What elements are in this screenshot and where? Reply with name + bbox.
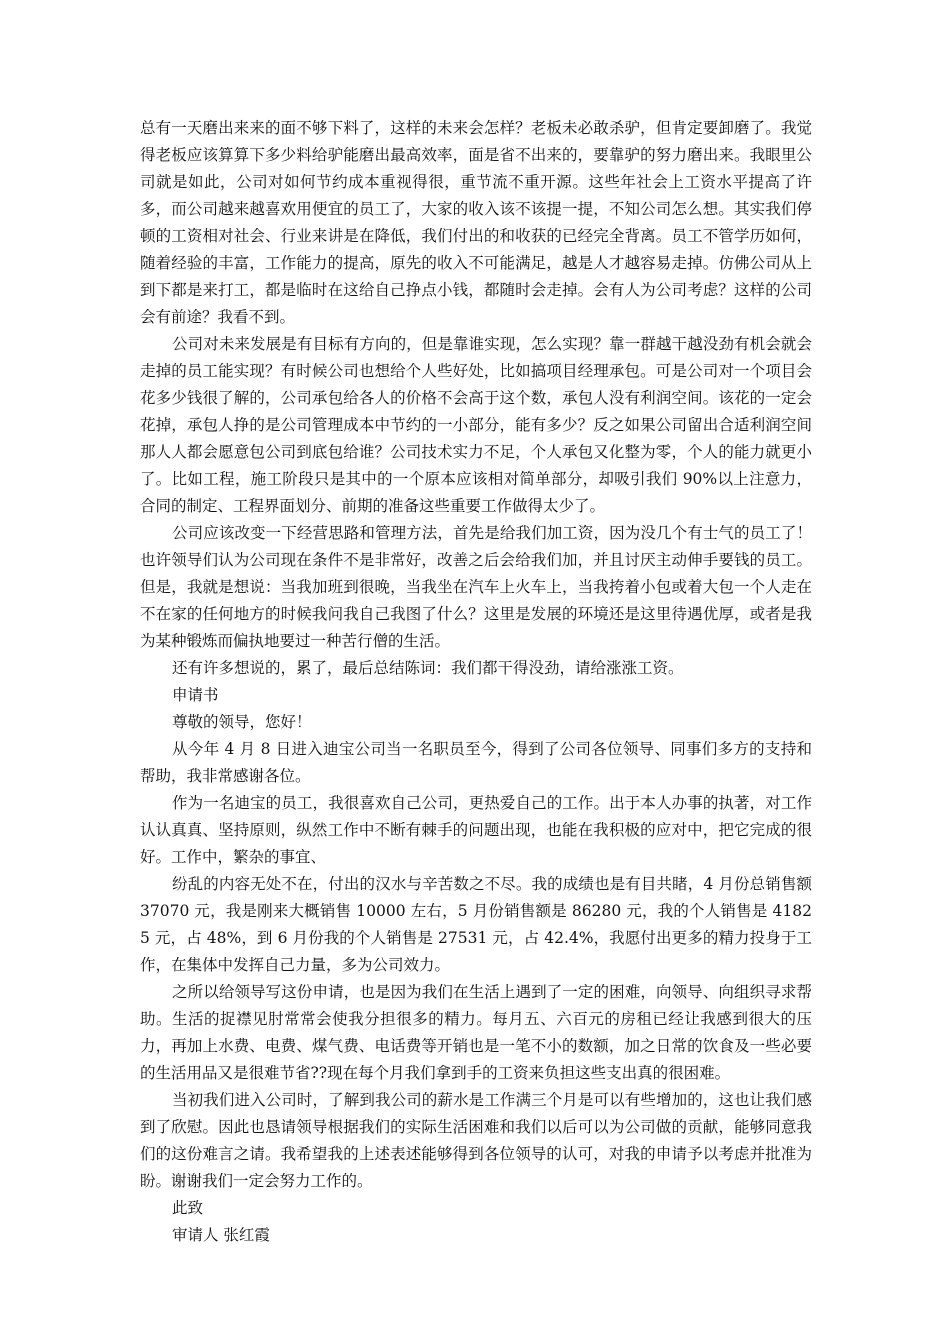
paragraph-7: 从今年 4 月 8 日进入迪宝公司当一名职员至今，得到了公司各位领导、同事们多方的支持和帮助，我非常感谢各位。 xyxy=(140,740,812,785)
paragraph-11: 当初我们进入公司时，了解到我公司的薪水是工作满三个月是可以有些增加的，这也让我们感到了欣慰。因此也恳请领导根据我们的实际生活困难和我们以后可以为公司做的贡献，能够同意我们的这份难言之请。我希望我的上述表述能够得到各位领导的认可，对我的申请予以考虑并批准为盼。谢谢我们一定会努力工作的。 xyxy=(140,1091,812,1190)
paragraph-9: 纷乱的内容无处不在，付出的汉水与辛苦数之不尽。我的成绩也是有目共睹，4 月份总销售额 37070 元，我是刚来大概销售 10000 左右，5 月份销售额是 86280 元，我的个人销售是 41825 元，占 48%，到 6 月份我的个人销售是 27531 元，占 42.4%，我愿付出更多的精力投身于工作，在集体中发挥自己力量，多为公司效力。 xyxy=(140,875,812,974)
paragraph-10: 之所以给领导写这份申请，也是因为我们在生活上遇到了一定的困难，向领导、向组织寻求帮助。生活的捉襟见肘常常会使我分担很多的精力。每月五、六百元的房租已经让我感到很大的压力，再加上水费、电费、煤气费、电话费等开销也是一笔不小的数额，加之日常的饮食及一些必要的生活用品又是很难节省??现在每个月我们拿到手的工资来负担这些支出真的很困难。 xyxy=(140,983,812,1082)
closing: 此致 xyxy=(172,1199,204,1217)
salutation: 尊敬的领导，您好！ xyxy=(172,713,312,731)
paragraph-8: 作为一名迪宝的员工，我很喜欢自己公司，更热爱自己的工作。出于本人办事的执著，对工作认认真真、坚持原则，纵然工作中不断有棘手的问题出现，也能在我积极的应对中，把它完成的很好。工作中，繁杂的事宜、 xyxy=(140,794,812,866)
document-body xyxy=(140,115,812,1249)
signature: 审请人 张红霞 xyxy=(172,1226,270,1244)
paragraph-4: 还有许多想说的，累了，最后总结陈词：我们都干得没劲，请给涨涨工资。 xyxy=(172,659,684,677)
section-heading: 申请书 xyxy=(172,686,219,704)
paragraph-3: 公司应该改变一下经营思路和管理方法，首先是给我们加工资，因为没几个有士气的员工了！也许领导们认为公司现在条件不是非常好，改善之后会给我们加，并且讨厌主动伸手要钱的员工。但是，我就是想说：当我加班到很晚，当我坐在汽车上火车上，当我挎着小包或着大包一个人走在不在家的任何地方的时候我问我自己我图了什么？这里是发展的环境还是这里待遇优厚，或者是我为某种锻炼而偏执地要过一种苦行僧的生活。 xyxy=(140,524,812,650)
paragraph-2: 公司对未来发展是有目标有方向的，但是靠谁实现，怎么实现？靠一群越干越没劲有机会就会走掉的员工能实现？有时候公司也想给个人些好处，比如搞项目经理承包。可是公司对一个项目会花多少钱很了解的，公司承包给各人的价格不会高于这个数，承包人没有利润空间。该花的一定会花掉，承包人挣的是公司管理成本中节约的一小部分，能有多少？反之如果公司留出合适利润空间那人人都会愿意包公司到底包给谁？公司技术实力不足，个人承包又化整为零，个人的能力就更小了。比如工程，施工阶段只是其中的一个原本应该相对简单部分，却吸引我们 90%以上注意力，合同的制定、工程界面划分、前期的准备这些重要工作做得太少了。 xyxy=(140,335,812,515)
paragraph-1: 总有一天磨出来来的面不够下料了，这样的未来会怎样？老板未必敢杀驴，但肯定要卸磨了。我觉得老板应该算算下多少料给驴能磨出最高效率，面是省不出来的，要靠驴的努力磨出来。我眼里公司就是如此，公司对如何节约成本重视得很，重节流不重开源。这些年社会上工资水平提高了许多，而公司越来越喜欢用便宜的员工了，大家的收入该不该提一提，不知公司怎么想。其实我们停顿的工资相对社会、行业来讲是在降低，我们付出的和收获的已经完全背离。员工不管学历如何，随着经验的丰富，工作能力的提高，原先的收入不可能满足，越是人才越容易走掉。仿佛公司从上到下都是来打工，都是临时在这给自己挣点小钱，都随时会走掉。会有人为公司考虑？这样的公司会有前途？我看不到。 xyxy=(140,119,812,326)
